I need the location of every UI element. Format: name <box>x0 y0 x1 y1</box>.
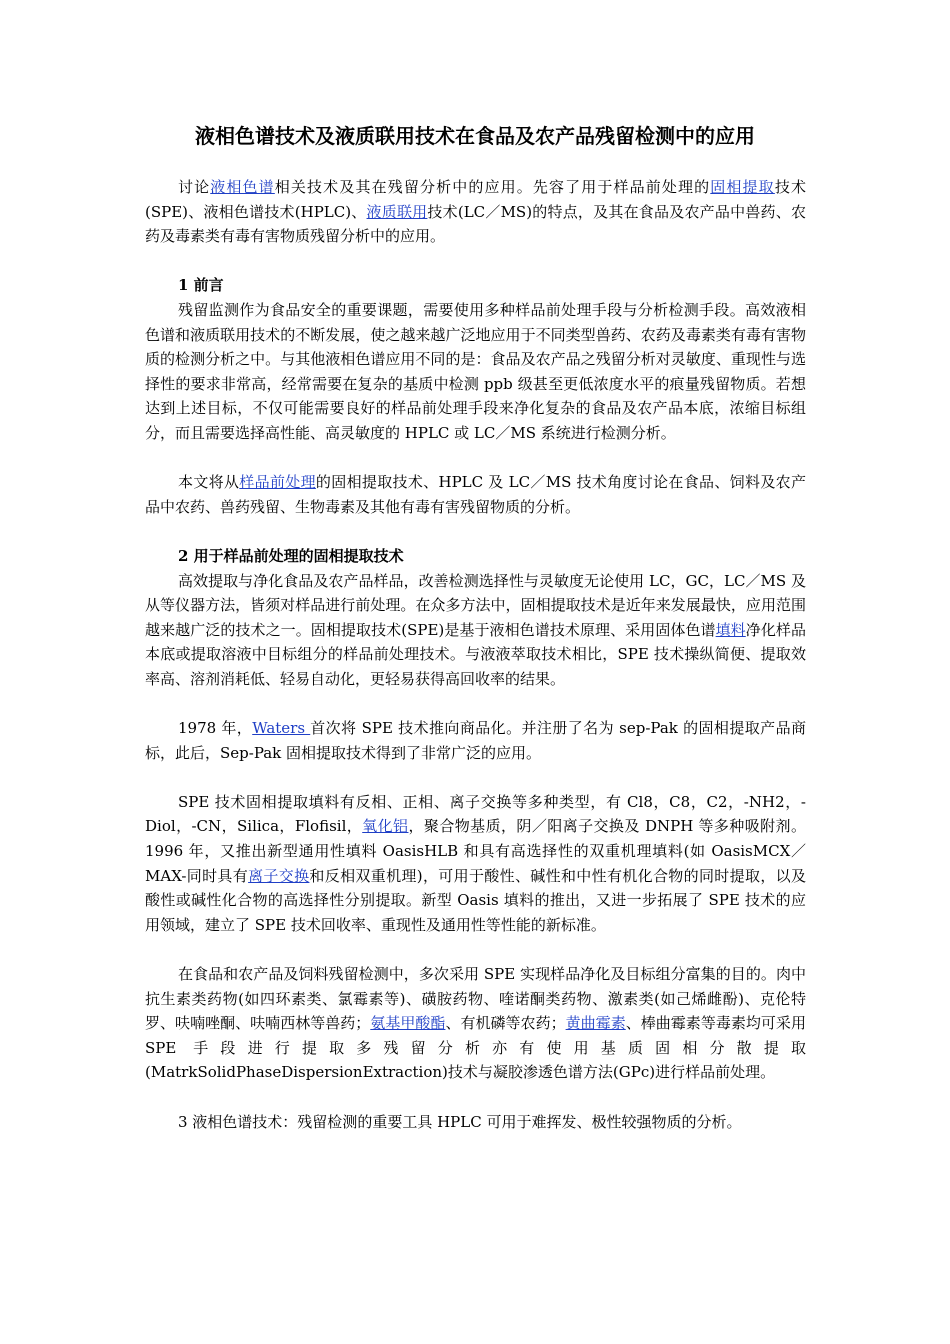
text-run: 高效提取与净化食品及农产品样品，改善检测选择性与灵敏度无论使用 LC，GC，LC／MS 及从等仪器方法，皆须对样品进行前处理。在众多方法中，固相提取技术是近年来发展最快，应用范围越来越广泛的技术之一。固相提取技术(SPE)是基于液相色谱技术原理、采用固体色谱 <box>145 571 806 639</box>
residue-detection-paragraph <box>145 962 806 1085</box>
spe-paragraph <box>145 569 806 692</box>
page-title: 液相色谱技术及液质联用技术在食品及农产品残留检测中的应用 <box>195 124 755 148</box>
text-run: ，聚合物基质，阴／阳离子交换及 DNPH 等多种吸附剂。1996 年，又推出新型通用性填料 OasisHLB 和具有高选择性的双重机理填料(如 OasisMCX／MAX-同时具有 <box>145 817 806 885</box>
text-run: SPE 技术固相提取填料有反相、正相、离子交换等多种类型，有 Cl8，C8，C2，-NH2，-Diol，-CN，Silica，Flofisil， <box>145 792 806 836</box>
link-carbamate[interactable]: 氨基甲酸酯 <box>370 1014 446 1033</box>
link-solid-phase-extraction[interactable]: 固相提取 <box>710 178 775 196</box>
abstract-paragraph <box>145 175 806 249</box>
text-run: 讨论 <box>178 178 211 196</box>
packing-types-paragraph <box>145 790 806 938</box>
text-run: 本文将从 <box>178 473 240 492</box>
section-heading-intro: 1 前言 <box>178 276 224 295</box>
waters-paragraph <box>145 716 806 765</box>
link-packing[interactable]: 填料 <box>715 620 746 639</box>
link-waters[interactable]: Waters <box>252 719 311 738</box>
text-run: 、有机磷等农药； <box>445 1014 566 1033</box>
text-run: 、棒曲霉素等毒素均可采用 SPE 手段进行提取多残留分析亦有使用基质固相分散提取(MatrkSolidPhaseDispersionExtraction)技术与凝胶渗透色谱方法(GPc)进行样品前处理。 <box>145 1014 806 1082</box>
text-run: 和反相双重机理)，可用于酸性、碱性和中性有机化合物的同时提取，以及酸性或碱性化合物的高选择性分别提取。新型 Oasis 填料的推出，又进一步拓展了 SPE 技术的应用领域，建立了 SPE 技术回收率、重现性及通用性等性能的新标准。 <box>145 866 806 934</box>
text-run: 在食品和农产品及饲料残留检测中，多次采用 SPE 实现样品净化及目标组分富集的目的。肉中抗生素类药物(如四环素类、氯霉素等)、磺胺药物、喹诺酮类药物、激素类(如己烯雌酚)、克伦特罗、呋喃唑酮、呋喃西林等兽药； <box>145 965 806 1033</box>
link-alumina[interactable]: 氧化铝 <box>362 817 409 836</box>
document-body <box>145 175 806 1134</box>
link-lc-ms[interactable]: 液质联用 <box>366 202 428 221</box>
text-run: 净化样品本底或提取溶液中目标组分的样品前处理技术。与液液萃取技术相比，SPE 技术操纵简便、提取效率高、溶剂消耗低、轻易自动化，更轻易获得高回收率的结果。 <box>145 620 806 688</box>
link-sample-pretreatment[interactable]: 样品前处理 <box>239 473 316 492</box>
scope-paragraph <box>145 470 806 519</box>
link-aflatoxin[interactable]: 黄曲霉素 <box>565 1014 626 1033</box>
hplc-paragraph: 3 液相色谱技术：残留检测的重要工具 HPLC 可用于难挥发、极性较强物质的分析。 <box>178 1112 742 1131</box>
link-liquid-chromatography[interactable]: 液相色谱 <box>210 178 275 196</box>
intro-paragraph: 残留监测作为食品安全的重要课题，需要使用多种样品前处理手段与分析检测手段。高效液相色谱和液质联用技术的不断发展，使之越来越广泛地应用于不同类型兽药、农药及毒素类有毒有害物质的检测分析之中。与其他液相色谱应用不同的是：食品及农产品之残留分析对灵敏度、重现性与选择性的要求非常高，经常需要在复杂的基质中检测 ppb 级甚至更低浓度水平的痕量残留物质。若想达到上述目标，不仅可能需要良好的样品前处理手段来净化复杂的食品及农产品本底，浓缩目标组分，而且需要选择高性能、高灵敏度的 HPLC 或 LC／MS 系统进行检测分析。 <box>145 300 806 442</box>
section-heading-spe: 2 用于样品前处理的固相提取技术 <box>178 546 404 565</box>
text-run: 1978 年， <box>178 719 253 738</box>
text-run: 技术(SPE)、液相色谱技术(HPLC)、 <box>145 178 806 221</box>
text-run: 首次将 SPE 技术推向商品化。并注册了名为 sep-Pak 的固相提取产品商标，此后，Sep-Pak 固相提取技术得到了非常广泛的应用。 <box>145 719 806 762</box>
text-run: 技术(LC／MS)的特点，及其在食品及农产品中兽药、农药及毒素类有毒有害物质残留分析中的应用。 <box>145 202 806 246</box>
link-ion-exchange[interactable]: 离子交换 <box>248 866 310 885</box>
text-run: 的固相提取技术、HPLC 及 LC／MS 技术角度讨论在食品、饲料及农产品中农药、兽药残留、生物毒素及其他有毒有害残留物质的分析。 <box>145 473 806 516</box>
text-run: 相关技术及其在残留分析中的应用。先容了用于样品前处理的 <box>274 178 711 196</box>
